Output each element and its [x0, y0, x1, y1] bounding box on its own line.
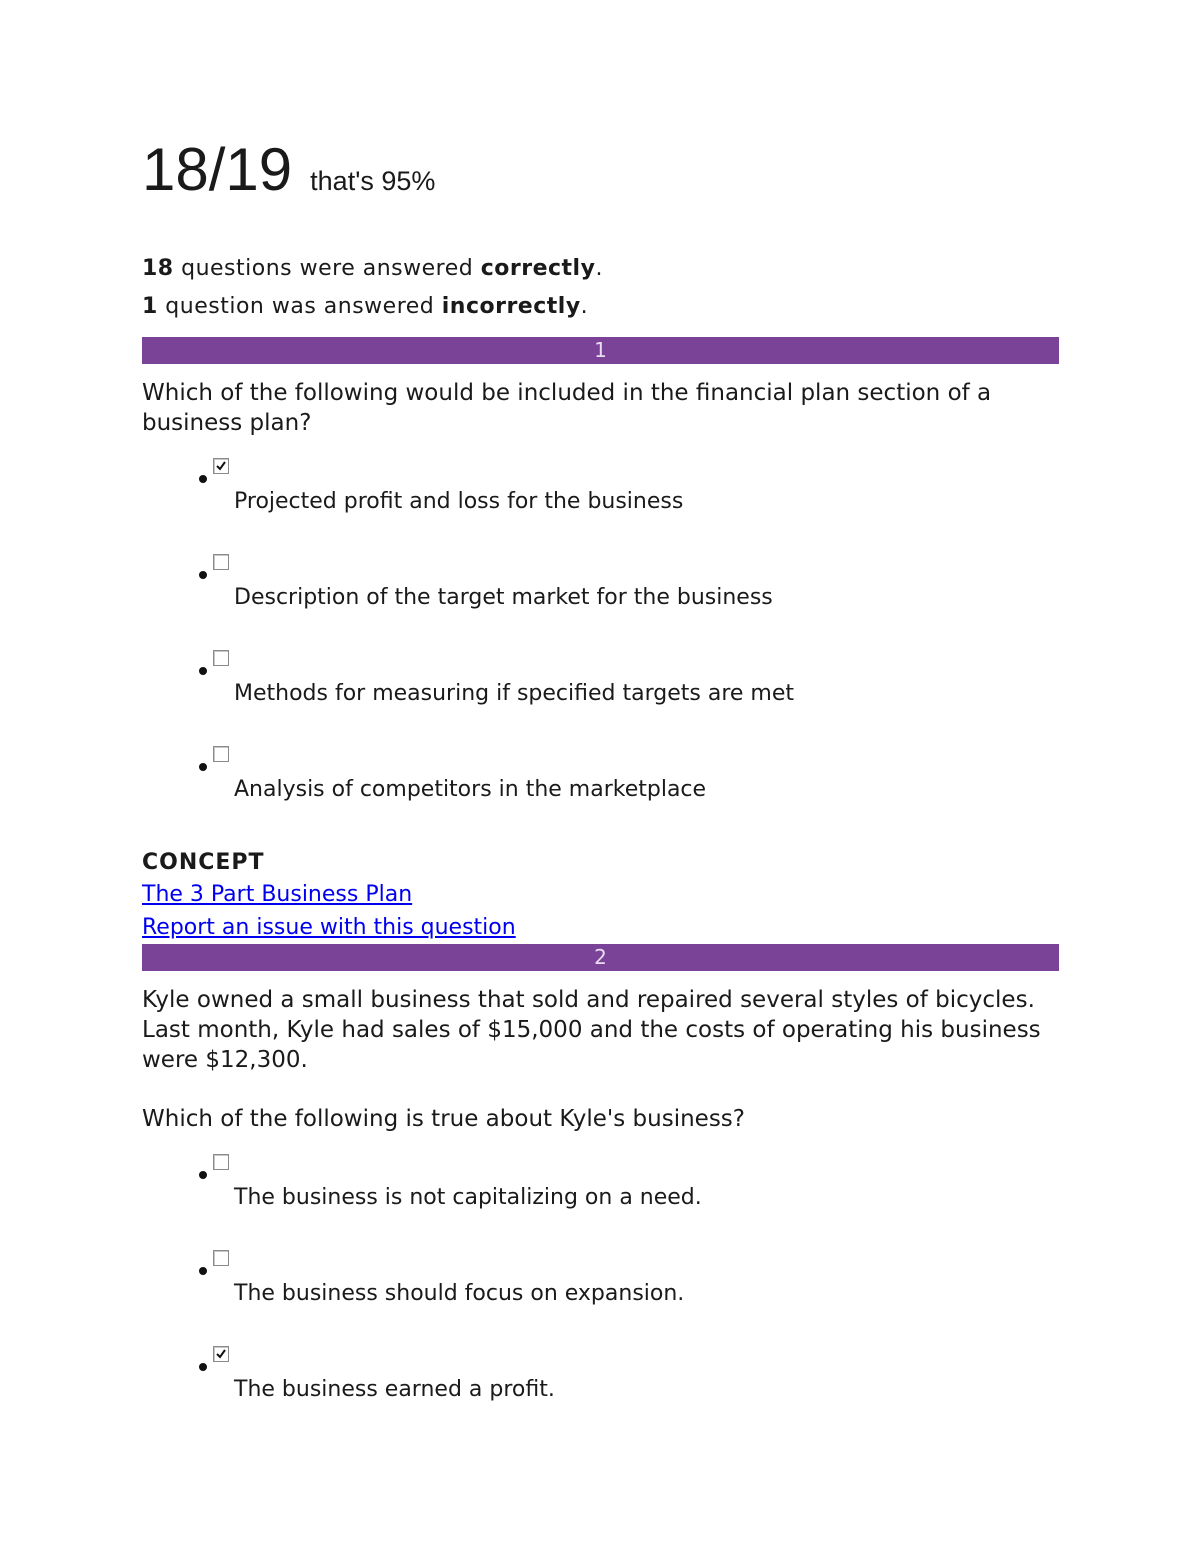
answer-choice[interactable]: [142, 454, 1059, 550]
quiz-results-page: [142, 136, 1059, 1438]
concept-heading: CONCEPT: [142, 850, 265, 875]
choice-label: Description of the target market for the business: [234, 585, 773, 610]
incorrect-summary: [142, 288, 1059, 326]
incorrect-summary-period: .: [580, 294, 589, 319]
checkbox-unchecked-icon[interactable]: [213, 1250, 229, 1266]
checkmark-icon: [215, 460, 227, 472]
question-2: [142, 944, 1059, 1438]
bullet-icon: [199, 763, 207, 771]
checkbox-checked-icon[interactable]: [213, 1346, 229, 1362]
question-1: [142, 337, 1059, 944]
question-text: Which of the following is true about Kyle's business?: [142, 1106, 745, 1132]
incorrect-word: incorrectly: [441, 294, 581, 319]
answer-choice[interactable]: [142, 550, 1059, 646]
choice-label: Analysis of competitors in the marketplace: [234, 777, 707, 802]
score-percent: that's 95%: [310, 166, 436, 196]
answer-choices: [142, 1150, 1059, 1438]
report-issue-link[interactable]: Report an issue with this question: [142, 915, 516, 940]
checkbox-unchecked-icon[interactable]: [213, 554, 229, 570]
answer-choice[interactable]: [142, 1246, 1059, 1342]
answer-choice[interactable]: [142, 1150, 1059, 1246]
bullet-icon: [199, 667, 207, 675]
choice-label: The business is not capitalizing on a need.: [234, 1185, 702, 1210]
choice-label: Projected profit and loss for the business: [234, 489, 684, 514]
bullet-icon: [199, 475, 207, 483]
checkbox-checked-icon[interactable]: [213, 458, 229, 474]
question-number-bar: 2: [142, 944, 1059, 971]
choice-label: The business earned a profit.: [234, 1377, 555, 1402]
score-header: [142, 136, 1059, 220]
bullet-icon: [199, 1171, 207, 1179]
choice-label: Methods for measuring if specified targets are met: [234, 681, 795, 706]
checkbox-unchecked-icon[interactable]: [213, 1154, 229, 1170]
answer-choices: [142, 454, 1059, 838]
correct-summary-period: .: [595, 256, 603, 281]
checkbox-unchecked-icon[interactable]: [213, 650, 229, 666]
choice-label: The business should focus on expansion.: [234, 1281, 685, 1306]
concept-link[interactable]: The 3 Part Business Plan: [142, 882, 413, 907]
incorrect-count: 1: [142, 294, 158, 319]
checkbox-unchecked-icon[interactable]: [213, 746, 229, 762]
bullet-icon: [199, 1363, 207, 1371]
incorrect-summary-text: question was answered: [157, 294, 442, 319]
correct-word: correctly: [480, 256, 596, 281]
correct-count: 18: [142, 256, 174, 281]
answer-choice[interactable]: [142, 742, 1059, 838]
answer-choice[interactable]: [142, 646, 1059, 742]
answer-choice[interactable]: [142, 1342, 1059, 1438]
correct-summary-text: questions were answered: [173, 256, 481, 281]
bullet-icon: [199, 571, 207, 579]
question-text: Which of the following would be included in the financial plan section of a business plan?: [142, 380, 992, 436]
question-scenario-text: Kyle owned a small business that sold and repaired several styles of bicycles. Last month, Kyle had sales of $15,000 and the costs of operating his business were $12,300.: [142, 987, 1041, 1073]
score-fraction: 18/19: [142, 136, 293, 203]
bullet-icon: [199, 1267, 207, 1275]
correct-summary: [142, 250, 1059, 288]
checkmark-icon: [215, 1348, 227, 1360]
question-number-bar: 1: [142, 337, 1059, 364]
